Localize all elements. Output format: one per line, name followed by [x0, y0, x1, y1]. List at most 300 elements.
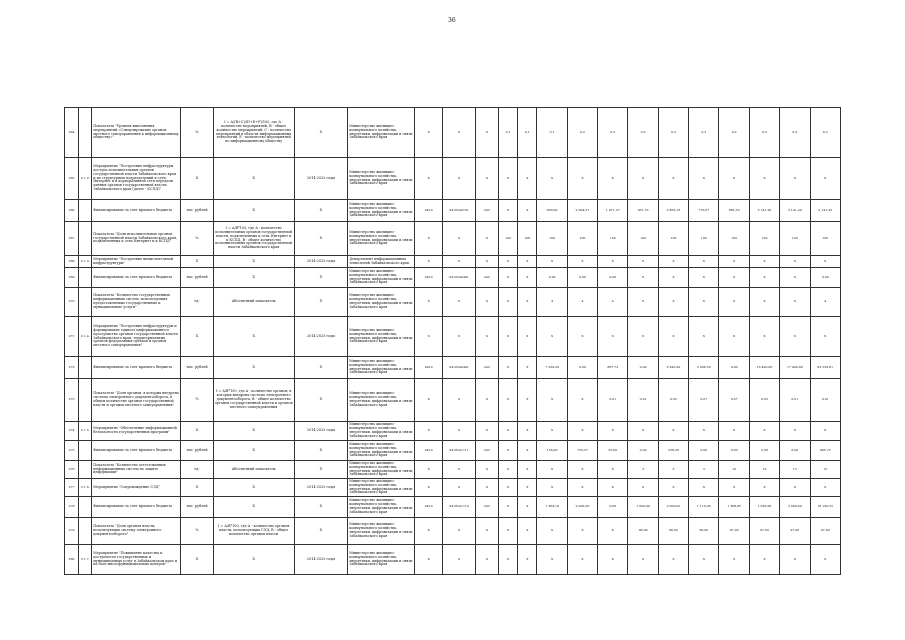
value-cell: Х — [598, 256, 628, 268]
value-cell: 0410 — [415, 497, 443, 518]
value-cell: Х — [780, 479, 810, 497]
value-cell: Х — [537, 422, 567, 441]
value-cell: Х — [498, 379, 517, 422]
unit-cell: % — [181, 108, 213, 158]
value-cell: 1 110,00 — [689, 497, 719, 518]
value-cell: 1 364,18 — [537, 497, 567, 518]
row-code-cell: 2.1.5. — [79, 422, 92, 441]
value-cell: 2 865,18 — [658, 200, 688, 222]
value-cell: Х — [780, 158, 810, 200]
value-cell: Х — [780, 288, 810, 317]
value-cell: Х — [628, 545, 658, 575]
value-cell: 0,2 — [658, 108, 688, 158]
value-cell: 10 — [719, 461, 749, 479]
page-number: 36 — [448, 17, 456, 24]
value-cell: 0,00 — [689, 441, 719, 461]
value-cell: 18 190,35 — [810, 497, 840, 518]
value-cell: Х — [537, 317, 567, 357]
value-cell: Х — [518, 200, 537, 222]
row-code-cell — [79, 461, 92, 479]
term-cell: Х — [294, 108, 348, 158]
row-name-cell: Финансирование за счет краевого бюджета — [92, 357, 181, 379]
value-cell: Х — [719, 479, 749, 497]
value-cell: Х — [689, 422, 719, 441]
unit-cell: тыс. рублей — [181, 268, 213, 288]
formula-cell: Х — [213, 497, 294, 518]
value-cell: Х — [518, 545, 537, 575]
executor-cell: Министерство жилищно-коммунального хозяйства, энергетики, цифровизации и связи Забайкальского края — [348, 268, 415, 288]
value-cell: Х — [415, 479, 443, 497]
formula-cell: Х — [213, 200, 294, 222]
value-cell: 0,01 — [598, 379, 628, 422]
formula-cell: Абсолютный показатель — [213, 461, 294, 479]
value-cell: Х — [475, 461, 498, 479]
value-cell: Х — [415, 288, 443, 317]
value-cell: 3 — [628, 461, 658, 479]
value-cell: Х — [443, 288, 475, 317]
term-cell: Х — [294, 379, 348, 422]
term-cell: Х — [294, 268, 348, 288]
value-cell: Х — [498, 422, 517, 441]
row-number-cell: 271 — [65, 317, 79, 357]
value-cell: 0,00 — [719, 357, 749, 379]
value-cell: 0410541111 — [443, 441, 475, 461]
value-cell: 0410 — [415, 441, 443, 461]
value-cell: Х — [498, 357, 517, 379]
value-cell: Х — [598, 158, 628, 200]
value-cell: Х — [628, 479, 658, 497]
row-name-cell: Мероприятие "Сопровождение СЭД" — [92, 479, 181, 497]
value-cell: Х — [689, 479, 719, 497]
unit-cell: % — [181, 518, 213, 545]
row-name-cell: Финансирование за счет краевого бюджета — [92, 441, 181, 461]
value-cell: 0,1 — [498, 108, 517, 158]
value-cell: Х — [475, 256, 498, 268]
value-cell: 96,00 — [658, 518, 688, 545]
value-cell: Х — [443, 379, 475, 422]
value-cell: Х — [498, 268, 517, 288]
value-cell: Х — [443, 317, 475, 357]
value-cell: 0410 — [415, 268, 443, 288]
value-cell: Х — [749, 158, 779, 200]
executor-cell: Министерство жилищно-коммунального хозяйства, энергетики, цифровизации и связи Забайкальского края — [348, 545, 415, 575]
value-cell: Х — [518, 518, 537, 545]
formula-cell: Абсолютный показатель — [213, 288, 294, 317]
value-cell: 100 — [780, 222, 810, 256]
value-cell: Х — [628, 317, 658, 357]
value-cell: 4 — [810, 288, 840, 317]
table-row — [65, 256, 841, 268]
value-cell: 100 — [628, 222, 658, 256]
value-cell: Х — [537, 518, 567, 545]
table-row — [65, 518, 841, 545]
formula-cell: Х — [213, 268, 294, 288]
row-name-cell: Показатель "Количество государственных информационных систем, использующих предоставляемые государственные и муниципальные услуги" — [92, 288, 181, 317]
table-row — [65, 158, 841, 200]
term-cell: 2014-2025 годы — [294, 317, 348, 357]
value-cell: 97,00 — [810, 518, 840, 545]
executor-cell: Министерство жилищно-коммунального хозяйства, энергетики, цифровизации и связи Забайкальского края — [348, 108, 415, 158]
value-cell: 0,00 — [567, 268, 597, 288]
value-cell: Х — [749, 256, 779, 268]
formula-cell: Х — [213, 357, 294, 379]
value-cell: 0,00 — [598, 497, 628, 518]
value-cell: 0,2 — [567, 108, 597, 158]
value-cell: Х — [415, 158, 443, 200]
value-cell: 0,2 — [719, 108, 749, 158]
value-cell: 100 — [537, 222, 567, 256]
value-cell: 4 — [598, 288, 628, 317]
row-number-cell: 272 — [65, 357, 79, 379]
value-cell: Х — [475, 545, 498, 575]
value-cell: 0,1 — [537, 108, 567, 158]
value-cell: Х — [415, 545, 443, 575]
formula-cell: Х — [213, 479, 294, 497]
unit-cell: Х — [181, 158, 213, 200]
value-cell: 242 — [475, 441, 498, 461]
value-cell: 100 — [598, 222, 628, 256]
row-name-cell: Показатель "Доля органов власти, использующих систему электронного документооборота" — [92, 518, 181, 545]
value-cell: 17 400,00 — [780, 357, 810, 379]
value-cell: Х — [719, 317, 749, 357]
value-cell: 2 000,00 — [780, 497, 810, 518]
row-code-cell — [79, 200, 92, 222]
row-number-cell: 273 — [65, 379, 79, 422]
row-code-cell — [79, 222, 92, 256]
unit-cell: тыс. рублей — [181, 200, 213, 222]
value-cell: Х — [567, 545, 597, 575]
row-name-cell: Показатель "Количество аттестованных информационных систем по защите информации" — [92, 461, 181, 479]
table-row — [65, 479, 841, 497]
value-cell: 242 — [475, 268, 498, 288]
value-cell: Х — [498, 479, 517, 497]
value-cell: Х — [498, 497, 517, 518]
unit-cell: Х — [181, 422, 213, 441]
table-row — [65, 497, 841, 518]
row-code-cell — [79, 357, 92, 379]
formula-cell: Х — [213, 317, 294, 357]
value-cell: Х — [810, 317, 840, 357]
value-cell: Х — [518, 317, 537, 357]
value-cell: 2 694,57 — [567, 200, 597, 222]
row-name-cell: Финансирование за счет краевого бюджета — [92, 268, 181, 288]
value-cell: Х — [518, 158, 537, 200]
row-name-cell: Мероприятие "Повышение качества и доступности государственных и муниципальных услуг в Забайкальском крае и на базе многофункциональных центров" — [92, 545, 181, 575]
row-number-cell: 280 — [65, 545, 79, 575]
value-cell: 97,00 — [749, 518, 779, 545]
value-cell: 242 — [475, 357, 498, 379]
value-cell: Х — [598, 422, 628, 441]
value-cell: Х — [475, 317, 498, 357]
value-cell: Х — [628, 268, 658, 288]
value-cell: Х — [567, 518, 597, 545]
value-cell: Х — [475, 379, 498, 422]
value-cell: 0,00 — [598, 268, 628, 288]
value-cell: Х — [443, 422, 475, 441]
value-cell: Х — [537, 545, 567, 575]
unit-cell: ед. — [181, 288, 213, 317]
term-cell: Х — [294, 518, 348, 545]
row-name-cell: Показатель "Доля органов, в которых внедрена система электронного документооборота, в общем количестве органов государственной власти и органов местного самоуправления" — [92, 379, 181, 422]
value-cell: Х — [658, 158, 688, 200]
value-cell: Х — [689, 158, 719, 200]
unit-cell: Х — [181, 479, 213, 497]
value-cell: 0,00 — [719, 441, 749, 461]
value-cell: Х — [598, 461, 628, 479]
row-name-cell: Финансирование за счет краевого бюджета — [92, 497, 181, 518]
row-number-cell: 278 — [65, 497, 79, 518]
value-cell: Х — [518, 422, 537, 441]
value-cell: Х — [658, 479, 688, 497]
value-cell: Х — [537, 158, 567, 200]
value-cell: 62 529,81 — [810, 357, 840, 379]
value-cell: 867,72 — [598, 357, 628, 379]
value-cell: Х — [719, 288, 749, 317]
value-cell: Х — [443, 222, 475, 256]
value-cell: Х — [567, 479, 597, 497]
value-cell: Х — [415, 379, 443, 422]
value-cell: Х — [567, 461, 597, 479]
value-cell: Х — [749, 268, 779, 288]
formula-cell: Х — [213, 158, 294, 200]
value-cell: Х — [498, 256, 517, 268]
value-cell: Х — [658, 317, 688, 357]
value-cell: Х — [415, 222, 443, 256]
executor-cell: Департамент информационных технологий Забайкальского края — [348, 256, 415, 268]
unit-cell: Х — [181, 256, 213, 268]
row-code-cell — [79, 268, 92, 288]
value-cell: Х — [498, 200, 517, 222]
unit-cell: Х — [181, 317, 213, 357]
table-row — [65, 268, 841, 288]
value-cell: 0,00 — [628, 357, 658, 379]
term-cell: Х — [294, 441, 348, 461]
value-cell: 1 620,00 — [749, 497, 779, 518]
data-table — [64, 107, 841, 575]
value-cell: Х — [537, 256, 567, 268]
value-cell: Х — [498, 518, 517, 545]
row-number-cell: 266 — [65, 200, 79, 222]
executor-cell: Министерство жилищно-коммунального хозяйства, энергетики, цифровизации и связи Забайкальского края — [348, 461, 415, 479]
value-cell: 3 — [658, 461, 688, 479]
term-cell: Х — [294, 222, 348, 256]
value-cell: 100 — [567, 222, 597, 256]
value-cell: Х — [689, 288, 719, 317]
value-cell: 97,00 — [780, 518, 810, 545]
value-cell: Х — [719, 158, 749, 200]
row-number-cell: 267 — [65, 222, 79, 256]
value-cell: Х — [689, 268, 719, 288]
value-cell: 100 — [498, 222, 517, 256]
formula-cell: I = A/B*100, где A - количество органов, в которых внедрена система электронного документооборота, B - общее количество органов государственной власти и органов местного самоуправления — [213, 379, 294, 422]
executor-cell: Министерство жилищно-коммунального хозяйства, энергетики, цифровизации и связи Забайкальского края — [348, 379, 415, 422]
value-cell: Х — [498, 317, 517, 357]
value-cell: 0,2 — [689, 108, 719, 158]
value-cell: Х — [443, 256, 475, 268]
term-cell: 2014-2025 годы — [294, 545, 348, 575]
formula-cell: I = A/(B+C)/(D+E+F)/100, где A - количество мероприятий, B - общее количество мероприятий, C - количество мероприятий в области информационных технологий, E - количество мероприятий по информационному обществу — [213, 108, 294, 158]
row-name-cell: Мероприятие "Построение вычислительной инфраструктуры" — [92, 256, 181, 268]
executor-cell: Министерство жилищно-коммунального хозяйства, энергетики, цифровизации и связи Забайкальского края — [348, 158, 415, 200]
value-cell: Х — [443, 158, 475, 200]
value-cell: 97,00 — [719, 518, 749, 545]
value-cell: Х — [658, 268, 688, 288]
row-code-cell: 2.1.7. — [79, 545, 92, 575]
value-cell: Х — [567, 256, 597, 268]
row-code-cell — [79, 379, 92, 422]
value-cell: Х — [443, 461, 475, 479]
value-cell: Х — [518, 479, 537, 497]
value-cell: Х — [498, 441, 517, 461]
value-cell: Х — [518, 288, 537, 317]
row-name-cell: Мероприятие "Обеспечение информационной безопасности государственных программ" — [92, 422, 181, 441]
row-number-cell: 279 — [65, 518, 79, 545]
unit-cell: % — [181, 379, 213, 422]
value-cell: 2 608,50 — [689, 357, 719, 379]
value-cell: 1 000,00 — [628, 497, 658, 518]
value-cell: Х — [475, 422, 498, 441]
table-row — [65, 461, 841, 479]
row-code-cell — [79, 497, 92, 518]
value-cell: Х — [598, 545, 628, 575]
executor-cell: Министерство жилищно-коммунального хозяйства, энергетики, цифровизации и связи Забайкальского края — [348, 518, 415, 545]
value-cell: 2 000,00 — [658, 497, 688, 518]
row-number-cell: 269 — [65, 268, 79, 288]
row-number-cell: 277 — [65, 479, 79, 497]
value-cell: Х — [443, 518, 475, 545]
table-row — [65, 317, 841, 357]
value-cell: Х — [537, 479, 567, 497]
formula-cell: Х — [213, 422, 294, 441]
value-cell: 100 — [749, 222, 779, 256]
value-cell: Х — [810, 422, 840, 441]
value-cell: 242 — [475, 497, 498, 518]
executor-cell: Министерство жилищно-коммунального хозяйства, энергетики, цифровизации и связи Забайкальского края — [348, 317, 415, 357]
unit-cell: тыс. рублей — [181, 441, 213, 461]
value-cell: Х — [415, 256, 443, 268]
executor-cell: Министерство жилищно-коммунального хозяйства, энергетики, цифровизации и связи Забайкальского края — [348, 288, 415, 317]
value-cell: Х — [780, 256, 810, 268]
term-cell: 2014-2025 годы — [294, 256, 348, 268]
row-code-cell — [79, 518, 92, 545]
value-cell: Х — [415, 518, 443, 545]
value-cell: Х — [658, 422, 688, 441]
table-row — [65, 288, 841, 317]
unit-cell: тыс. рублей — [181, 357, 213, 379]
value-cell: Х — [628, 158, 658, 200]
value-cell: 338,29 — [658, 441, 688, 461]
value-cell: 1 368,85 — [719, 497, 749, 518]
row-code-cell — [79, 108, 92, 158]
value-cell: 7 329,29 — [537, 357, 567, 379]
value-cell: Х — [567, 158, 597, 200]
value-cell: Х — [518, 461, 537, 479]
value-cell: Х — [810, 479, 840, 497]
value-cell: Х — [415, 422, 443, 441]
value-cell: Х — [749, 288, 779, 317]
value-cell: 0,01 — [810, 379, 840, 422]
formula-cell: Х — [213, 256, 294, 268]
value-cell: 0,01 — [628, 379, 658, 422]
row-code-cell: 2.1.2. — [79, 158, 92, 200]
value-cell: Х — [749, 422, 779, 441]
term-cell: Х — [294, 461, 348, 479]
row-name-cell: Показатель "Доля исполнительных органов государственной власти Забайкальского края, подключенных к сети Интернет и к КСПД" — [92, 222, 181, 256]
value-cell: 862,53 — [719, 200, 749, 222]
value-cell: 0,2 — [749, 108, 779, 158]
value-cell: Х — [415, 461, 443, 479]
value-cell: Х — [537, 379, 567, 422]
value-cell: 0,1 — [518, 108, 537, 158]
value-cell: 2 141,20 — [780, 200, 810, 222]
value-cell: 600,00 — [537, 200, 567, 222]
value-cell: Х — [780, 317, 810, 357]
value-cell: 4 — [567, 288, 597, 317]
value-cell: 0,05 — [658, 379, 688, 422]
value-cell: Х — [780, 268, 810, 288]
table-row — [65, 441, 841, 461]
value-cell: Х — [780, 422, 810, 441]
value-cell: 25,00 — [598, 441, 628, 461]
row-name-cell: Мероприятие "Построение инфраструктуры доступа исполнительных органов государственной власти Забайкальского края и их структурных подразделений к сети Интернет и к корпоративной сети передачи данных органов государственной власти Забайкальского края (далее - КСПД)" — [92, 158, 181, 200]
formula-cell: Х — [213, 441, 294, 461]
row-number-cell: 264 — [65, 108, 79, 158]
unit-cell: % — [181, 222, 213, 256]
value-cell: 96,00 — [689, 518, 719, 545]
value-cell: 10 — [749, 461, 779, 479]
value-cell: 96,00 — [628, 518, 658, 545]
value-cell: 100 — [719, 222, 749, 256]
unit-cell: ед. — [181, 461, 213, 479]
value-cell: Х — [475, 288, 498, 317]
value-cell: 0,2 — [810, 108, 840, 158]
value-cell: 0,00 — [810, 268, 840, 288]
value-cell: Х — [749, 317, 779, 357]
value-cell: 495,72 — [810, 441, 840, 461]
value-cell: 15 — [810, 461, 840, 479]
row-name-cell: Мероприятие "Построение инфраструктуры и формирование единого информационного пространства органов государственной власти Забайкальского края, территориальных органов федеральных органов и органов местного самоуправления" — [92, 317, 181, 357]
unit-cell: Х — [181, 545, 213, 575]
value-cell: 0410541114 — [443, 497, 475, 518]
value-cell: 2 000,00 — [567, 497, 597, 518]
value-cell: Х — [810, 256, 840, 268]
value-cell: Х — [598, 317, 628, 357]
value-cell: Х — [498, 158, 517, 200]
value-cell: 0,07 — [689, 379, 719, 422]
value-cell: 100 — [689, 222, 719, 256]
value-cell: Х — [810, 545, 840, 575]
value-cell: Х — [498, 461, 517, 479]
value-cell: 0410540101 — [443, 200, 475, 222]
value-cell: 1 971,27 — [598, 200, 628, 222]
unit-cell: тыс. рублей — [181, 497, 213, 518]
value-cell: Х — [689, 545, 719, 575]
value-cell: 0,07 — [719, 379, 749, 422]
value-cell: 2 141,20 — [749, 200, 779, 222]
value-cell: 0,00 — [749, 441, 779, 461]
value-cell: Х — [719, 545, 749, 575]
value-cell: 770,67 — [689, 200, 719, 222]
value-cell: Х — [537, 461, 567, 479]
value-cell: Х — [810, 158, 840, 200]
row-code-cell — [79, 288, 92, 317]
value-cell: Х — [658, 288, 688, 317]
term-cell: Х — [294, 497, 348, 518]
value-cell: Х — [658, 256, 688, 268]
row-number-cell: 275 — [65, 441, 79, 461]
row-code-cell: 2.1.4. — [79, 317, 92, 357]
value-cell: 0,00 — [628, 441, 658, 461]
